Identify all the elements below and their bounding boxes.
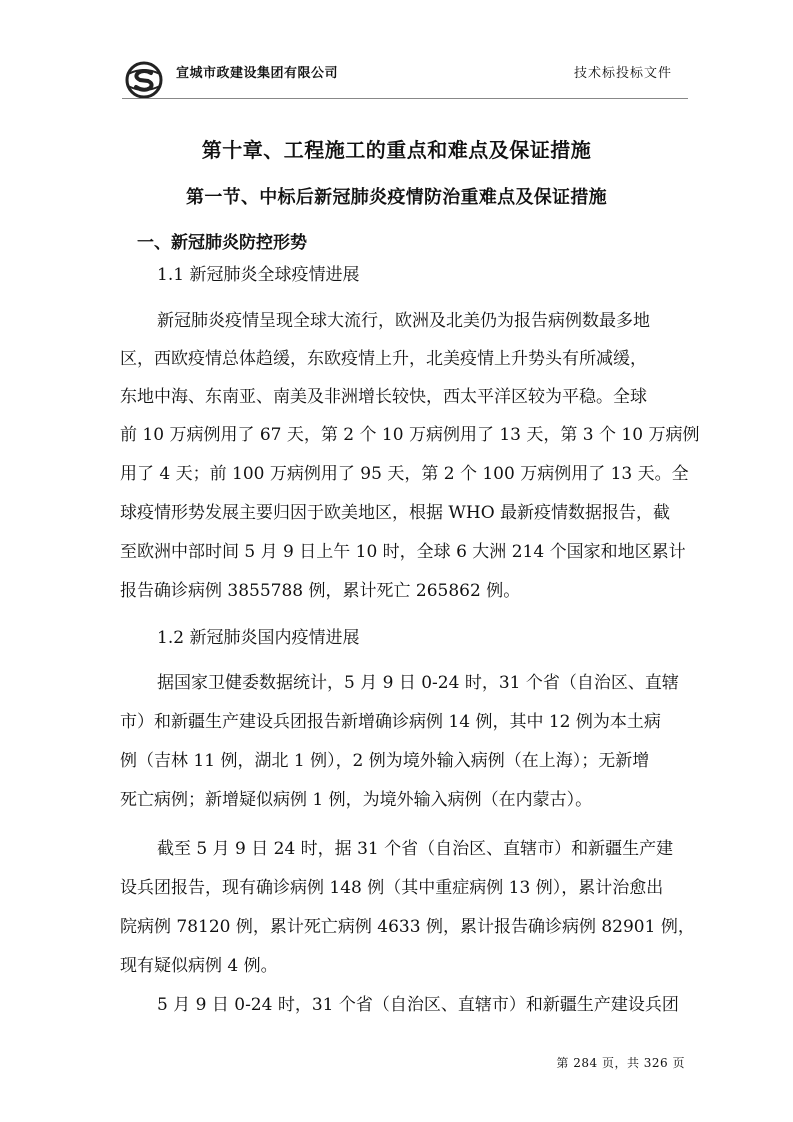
paragraph-line: 至欧洲中部时间 5 月 9 日上午 10 时，全球 6 大洲 214 个国家和地区累计	[120, 542, 686, 562]
paragraph-line: 例（吉林 11 例，湖北 1 例），2 例为境外输入病例（在上海）；无新增	[120, 751, 650, 771]
company-name: 宣城市政建设集团有限公司	[176, 66, 339, 81]
paragraph-line: 5 月 9 日 0-24 时，31 个省（自治区、直辖市）和新疆生产建设兵团	[157, 995, 679, 1015]
paragraph-line: 市）和新疆生产建设兵团报告新增确诊病例 14 例，其中 12 例为本土病	[120, 712, 661, 732]
paragraph-line: 新冠肺炎疫情呈现全球大流行，欧洲及北美仍为报告病例数最多地	[157, 311, 650, 331]
paragraph-line: 死亡病例；新增疑似病例 1 例，为境外输入病例（在内蒙古）。	[120, 790, 593, 810]
subheading-domestic-progress: 1.2 新冠肺炎国内疫情进展	[157, 628, 360, 648]
paragraph-line: 区，西欧疫情总体趋缓，东欧疫情上升，北美疫情上升势头有所减缓，	[120, 349, 647, 369]
section-title: 第一节、中标后新冠肺炎疫情防治重难点及保证措施	[186, 187, 607, 208]
paragraph-line: 院病例 78120 例，累计死亡病例 4633 例，累计报告确诊病例 82901 例，	[120, 917, 695, 937]
company-logo-icon	[124, 60, 164, 100]
page-number: 第 284 页，共 326 页	[556, 1056, 685, 1070]
chapter-title: 第十章、工程施工的重点和难点及保证措施	[201, 138, 592, 162]
paragraph-line: 据国家卫健委数据统计，5 月 9 日 0-24 时，31 个省（自治区、直辖	[157, 673, 679, 693]
header-divider	[122, 98, 688, 99]
paragraph-line: 报告确诊病例 3855788 例，累计死亡 265862 例。	[120, 581, 521, 601]
paragraph-line: 前 10 万病例用了 67 天，第 2 个 10 万病例用了 13 天，第 3 个 10 万病例	[120, 425, 700, 445]
paragraph-line: 截至 5 月 9 日 24 时，据 31 个省（自治区、直辖市）和新疆生产建	[157, 839, 674, 859]
paragraph-line: 现有疑似病例 4 例。	[120, 956, 278, 976]
paragraph-line: 球疫情形势发展主要归因于欧美地区，根据 WHO 最新疫情数据报告，截	[120, 503, 671, 523]
subsection-title: 一、新冠肺炎防控形势	[137, 233, 307, 253]
paragraph-line: 设兵团报告，现有确诊病例 148 例（其中重症病例 13 例），累计治愈出	[120, 878, 664, 898]
document-type: 技术标投标文件	[573, 66, 672, 81]
subheading-global-progress: 1.1 新冠肺炎全球疫情进展	[157, 265, 360, 285]
paragraph-line: 用了 4 天；前 100 万病例用了 95 天，第 2 个 100 万病例用了 13 天。全	[120, 464, 689, 484]
paragraph-line: 东地中海、东南亚、南美及非洲增长较快，西太平洋区较为平稳。全球	[120, 387, 647, 407]
page-header	[124, 58, 684, 102]
